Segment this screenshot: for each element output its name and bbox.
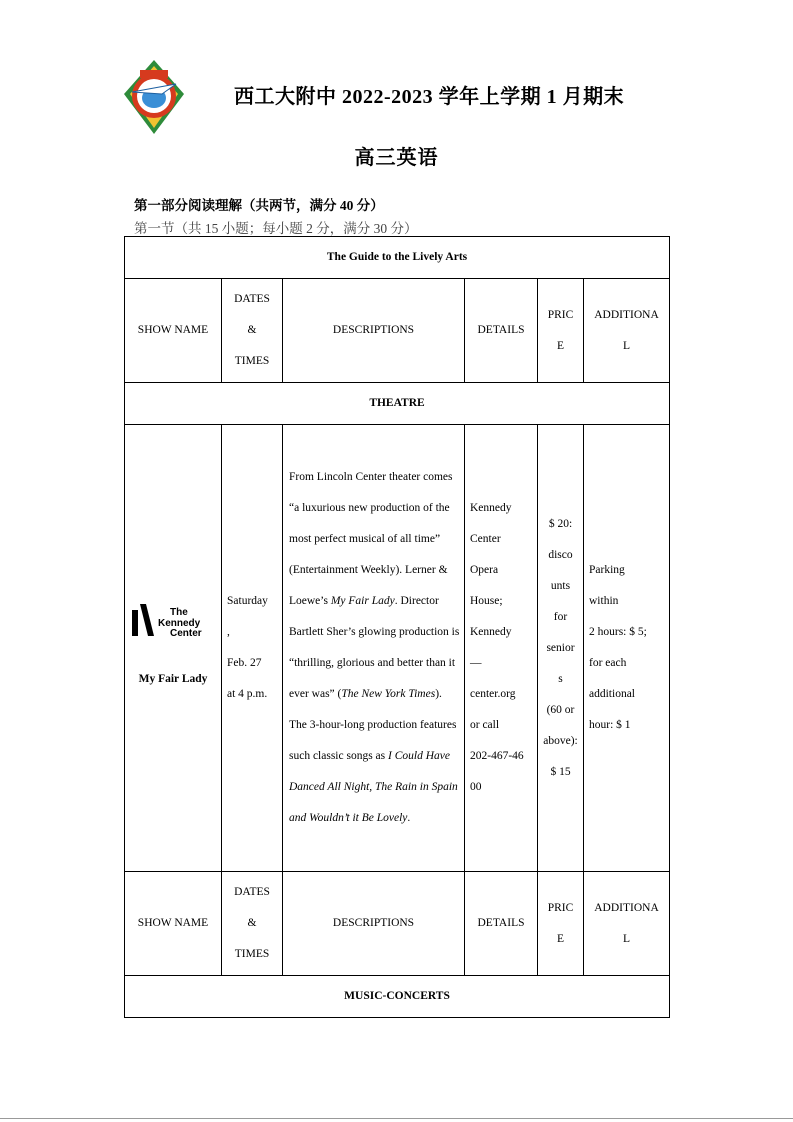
header-price-line: PRIC — [547, 901, 574, 914]
price-line: disco — [548, 548, 573, 561]
part-heading: 第一部分阅读理解（共两节，满分 40 分） — [134, 198, 384, 213]
exam-subject: 高三英语 — [354, 147, 439, 169]
page-bottom-rule — [0, 1118, 793, 1119]
additional-line: additional — [589, 688, 635, 700]
price-line: for — [553, 610, 568, 623]
details-line: center.org — [470, 688, 516, 700]
header-additional-line: ADDITIONA — [594, 901, 659, 914]
price-cell — [538, 425, 584, 872]
desc-title: The New York Times — [341, 688, 436, 700]
details-line: Opera — [470, 564, 499, 576]
header-dates — [222, 872, 283, 976]
show-name: My Fair Lady — [138, 672, 208, 685]
price-line: s — [558, 672, 563, 685]
details-line: Center — [470, 533, 501, 545]
additional-line: for each — [589, 657, 627, 669]
kennedy-center-logo — [132, 602, 214, 638]
header-details: DETAILS — [465, 279, 538, 383]
school-logo — [122, 58, 186, 136]
header-dates-line: & — [247, 324, 257, 336]
header-dates-line: DATES — [234, 886, 270, 898]
header-price-line: E — [556, 932, 565, 945]
details-line: House; — [470, 595, 503, 607]
table-caption-row — [125, 237, 670, 279]
header-price-line: PRIC — [547, 308, 574, 321]
logo-text-kennedy: Kennedy — [158, 617, 201, 629]
header-additional-line: ADDITIONA — [594, 308, 659, 321]
price-line: above): — [543, 734, 578, 747]
additional-line: hour: $ 1 — [589, 719, 631, 731]
section-music-concerts: MUSIC-CONCERTS — [125, 976, 670, 1018]
section-heading: 第一节（共 15 小题；每小题 2 分，满分 30 分） — [134, 221, 418, 236]
table-row — [125, 425, 670, 872]
header-descriptions: DESCRIPTIONS — [283, 872, 465, 976]
header-dates-line: TIMES — [234, 355, 270, 367]
header-show-name: SHOW NAME — [125, 872, 222, 976]
desc-text: . — [407, 812, 411, 824]
header-show-name: SHOW NAME — [125, 279, 222, 383]
description-cell — [283, 425, 465, 872]
header-descriptions: DESCRIPTIONS — [283, 279, 465, 383]
header-details: DETAILS — [465, 872, 538, 976]
details-line: — — [470, 657, 482, 669]
header-price-line: E — [556, 339, 565, 352]
desc-title: I Could Have Danced All Night, The Rain in Spain and Wouldn’t it Be Lovely — [289, 750, 458, 824]
header-additional-line: L — [623, 339, 631, 352]
price-line: $ 20: — [548, 517, 573, 530]
dates-line: Feb. 27 — [227, 657, 262, 669]
details-line: Kennedy — [470, 502, 512, 514]
table-caption: The Guide to the Lively Arts — [125, 237, 670, 279]
additional-line: within — [589, 595, 619, 607]
header-dates-line: TIMES — [234, 948, 270, 960]
header-additional-line: L — [623, 932, 631, 945]
dates-line: at 4 p.m. — [227, 688, 268, 700]
lively-arts-table — [124, 236, 670, 1018]
dates-line: , — [227, 626, 230, 638]
details-line: Kennedy — [470, 626, 512, 638]
desc-title: My Fair Lady — [330, 595, 395, 607]
exam-title: 西工大附中 2022-2023 学年上学期 1 月期末 — [234, 86, 625, 108]
additional-cell — [584, 425, 670, 872]
price-line: unts — [550, 579, 571, 592]
details-line: 00 — [470, 781, 482, 793]
logo-text-the: The — [170, 606, 188, 618]
price-line: $ 15 — [550, 765, 571, 778]
additional-line: 2 hours: $ 5; — [589, 626, 647, 638]
dates-cell — [222, 425, 283, 872]
header-additional — [584, 279, 670, 383]
section-row-music — [125, 976, 670, 1018]
details-line: or call — [470, 719, 500, 731]
section-row-theatre — [125, 383, 670, 425]
header-dates — [222, 279, 283, 383]
desc-text: From Lincoln Center theater comes “a luxurious new production of the most perfect musical of all time” (Entertainment Weekly). Lerner & Loewe’s — [289, 471, 453, 607]
header-dates-line: DATES — [234, 293, 270, 305]
header-price — [538, 872, 584, 976]
logo-text-center: Center — [170, 627, 202, 638]
header-dates-line: & — [247, 917, 257, 929]
section-theatre: THEATRE — [125, 383, 670, 425]
desc-text: . Director Bartlett Sher’s glowing production is “thrilling, glorious and better than it ever was” ( — [289, 595, 460, 700]
details-cell — [465, 425, 538, 872]
desc-text: ). The 3-hour-long production features such classic songs as — [289, 688, 457, 762]
show-cell — [125, 425, 222, 872]
additional-line: Parking — [589, 564, 625, 576]
details-line: 202-467-46 — [470, 750, 524, 762]
header-row — [125, 279, 670, 383]
header-row-repeat — [125, 872, 670, 976]
price-line: senior — [546, 641, 575, 654]
header-price — [538, 279, 584, 383]
dates-line: Saturday — [227, 595, 268, 607]
header-additional — [584, 872, 670, 976]
price-line: (60 or — [546, 703, 575, 716]
